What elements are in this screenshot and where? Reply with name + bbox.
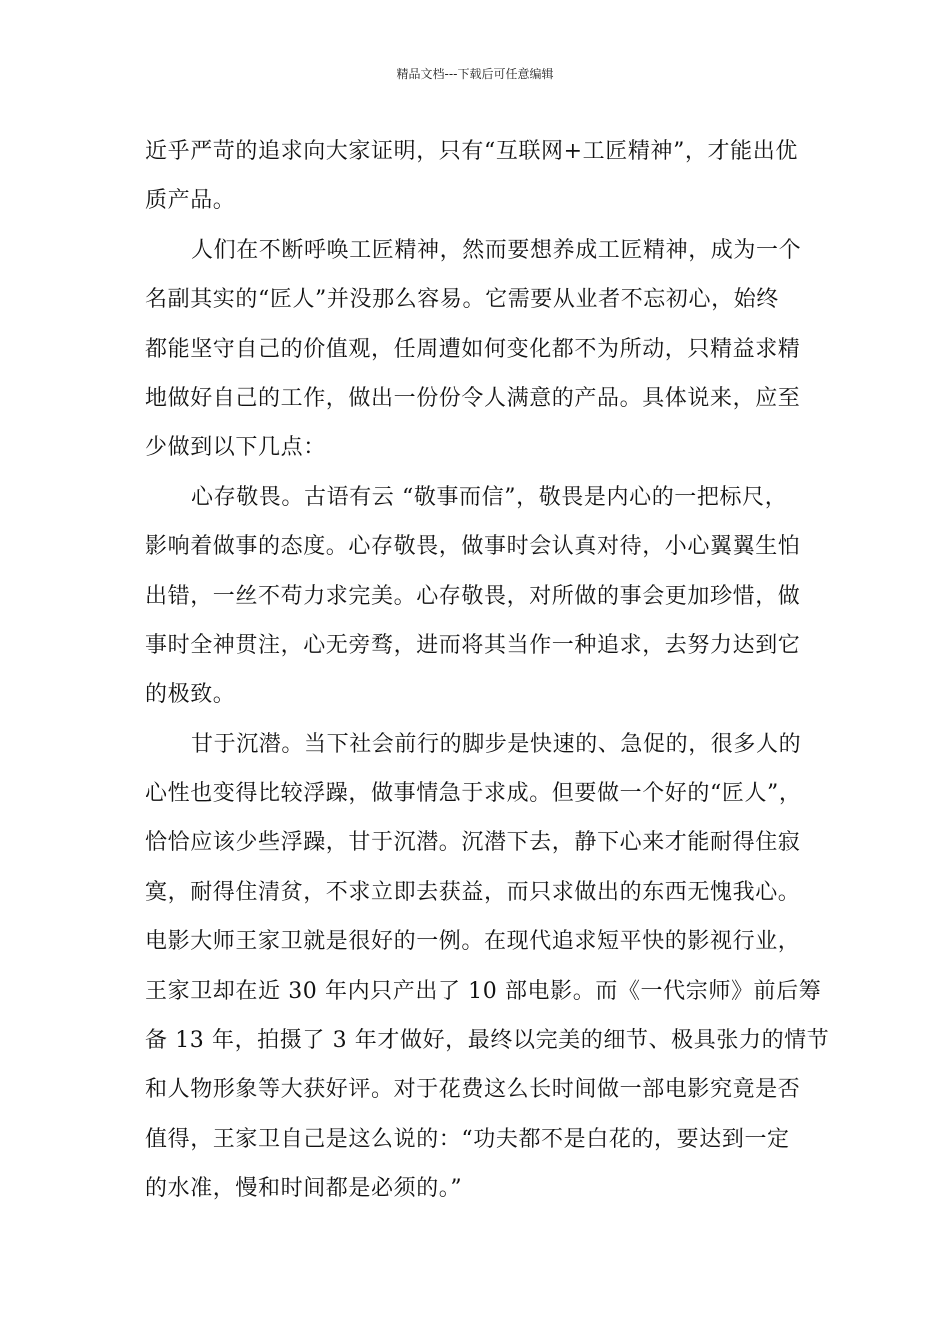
document-body [145,127,830,1214]
text-line: 恰恰应该少些浮躁，甘于沉潜。沉潜下去，静下心来才能耐得住寂 [145,830,801,856]
paragraph-first-line: 甘于沉潜。当下社会前行的脚步是快速的、急促的，很多人的 [191,731,802,757]
text-line: 都能坚守自己的价值观，任周遭如何变化都不为所动，只精益求精 [145,336,801,362]
text-line: 名副其实的“匠人”并没那么容易。它需要从业者不忘初心，始终 [145,287,779,313]
text-line: 值得，王家卫自己是这么说的：“功夫都不是白花的，要达到一定 [145,1126,790,1152]
text-line: 地做好自己的工作，做出一份份令人满意的产品。具体说来，应至 [145,385,801,411]
text-line: 少做到以下几点： [145,435,326,461]
paragraph-first-line: 人们在不断呼唤工匠精神，然而要想养成工匠精神，成为一个 [191,237,802,263]
paragraph-first-line: 心存敬畏。古语有云 “敬事而信”，敬畏是内心的一把标尺， [191,484,788,510]
text-line: 王家卫却在近 30 年内只产出了 10 部电影。而《一代宗师》前后筹 [145,978,822,1004]
text-line: 近乎严苛的追求向大家证明，只有“互联网+工匠精神”，才能出优 [145,139,798,164]
text-line: 的极致。 [145,682,236,708]
page-header: 精品文档---下载后可任意编辑 [396,67,554,81]
text-line: 质产品。 [145,188,236,214]
text-line: 电影大师王家卫就是很好的一例。在现代追求短平快的影视行业， [145,929,801,955]
text-line: 出错，一丝不苟力求完美。心存敬畏，对所做的事会更加珍惜，做 [145,583,801,609]
text-line: 备 13 年，拍摄了 3 年才做好，最终以完美的细节、极具张力的情节 [145,1028,830,1054]
text-line: 和人物形象等大获好评。对于花费这么长时间做一部电影究竟是否 [145,1077,801,1103]
text-line: 寞，耐得住清贫，不求立即去获益，而只求做出的东西无愧我心。 [145,879,801,905]
text-line: 影响着做事的态度。心存敬畏，做事时会认真对待，小心翼翼生怕 [145,534,801,560]
text-line: 事时全神贯注，心无旁骛，进而将其当作一种追求，去努力达到它 [145,632,801,658]
text-line: 的水准，慢和时间都是必须的。” [145,1176,463,1202]
text-line: 心性也变得比较浮躁，做事情急于求成。但要做一个好的“匠人”， [145,781,802,807]
